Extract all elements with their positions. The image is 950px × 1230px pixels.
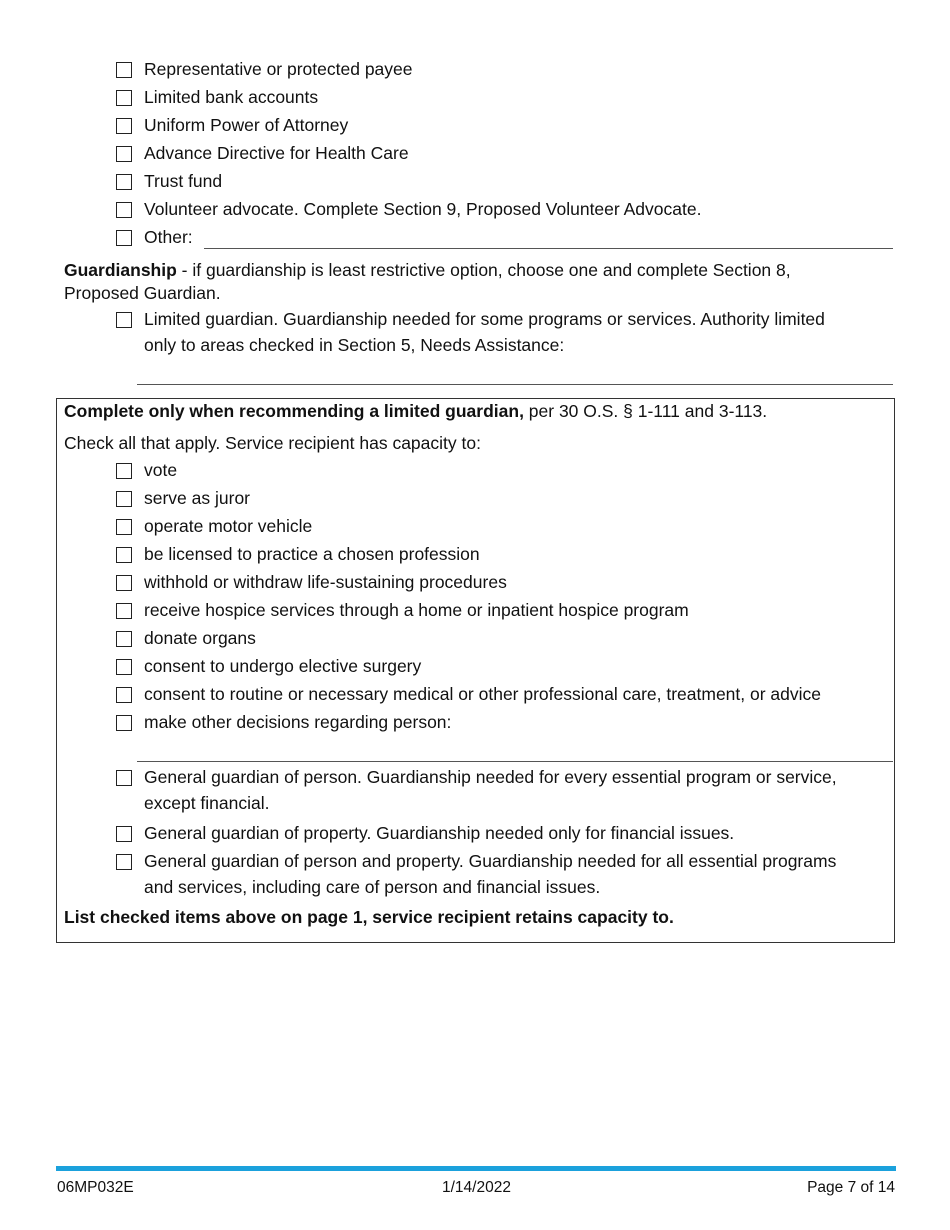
checkbox[interactable] xyxy=(116,659,132,675)
checkbox[interactable] xyxy=(116,631,132,647)
guardianship-text-cont: Proposed Guardian. xyxy=(64,283,221,303)
checkbox[interactable] xyxy=(116,491,132,507)
checkbox[interactable] xyxy=(116,146,132,162)
option-limited-bank-accounts[interactable] xyxy=(116,86,894,108)
capacity-option[interactable] xyxy=(116,711,894,733)
capacity-option[interactable] xyxy=(116,599,894,621)
capacity-label: donate organs xyxy=(144,628,256,648)
box-footer-note: List checked items above on page 1, service recipient retains capacity to. xyxy=(64,907,674,927)
capacity-label: serve as juror xyxy=(144,488,251,508)
capacity-option[interactable] xyxy=(116,543,894,565)
option-other[interactable] xyxy=(116,226,894,248)
option-power-of-attorney[interactable] xyxy=(116,114,894,136)
capacity-option[interactable] xyxy=(116,627,894,649)
option-representative-payee[interactable] xyxy=(116,58,894,80)
option-general-guardian-property[interactable] xyxy=(116,822,894,844)
option-label: Uniform Power of Attorney xyxy=(144,115,349,135)
checkbox[interactable] xyxy=(116,519,132,535)
option-label: Other: xyxy=(144,227,193,247)
checkbox[interactable] xyxy=(116,62,132,78)
checkbox[interactable] xyxy=(116,230,132,246)
checkbox[interactable] xyxy=(116,687,132,703)
capacity-label: be licensed to practice a chosen profession xyxy=(144,544,480,564)
footer-form-id: 06MP032E xyxy=(57,1179,134,1196)
capacity-option[interactable] xyxy=(116,487,894,509)
checkbox[interactable] xyxy=(116,90,132,106)
option-label: Volunteer advocate. Complete Section 9, Proposed Volunteer Advocate. xyxy=(144,199,702,219)
option-limited-guardian[interactable] xyxy=(116,308,894,355)
capacity-option[interactable] xyxy=(116,655,894,677)
checkbox[interactable] xyxy=(116,770,132,786)
checkbox[interactable] xyxy=(116,463,132,479)
capacity-label: operate motor vehicle xyxy=(144,516,313,536)
capacity-label: receive hospice services through a home or inpatient hospice program xyxy=(144,600,689,620)
option-label: Limited bank accounts xyxy=(144,87,319,107)
box-heading-rest: per 30 O.S. § 1-111 and 3-113. xyxy=(523,401,768,421)
checkbox[interactable] xyxy=(116,312,132,328)
footer-rule xyxy=(56,1166,896,1171)
box-heading-bold: Complete only when recommending a limited guardian, xyxy=(64,401,524,421)
option-label: General guardian of property. Guardianship needed only for financial issues. xyxy=(144,823,735,843)
option-label-cont: and services, including care of person and financial issues. xyxy=(144,877,601,897)
checkbox[interactable] xyxy=(116,826,132,842)
capacity-label: vote xyxy=(144,460,178,480)
guardianship-heading xyxy=(64,259,791,281)
other-decisions-input-line[interactable] xyxy=(137,761,893,762)
checkbox[interactable] xyxy=(116,118,132,134)
checkbox[interactable] xyxy=(116,547,132,563)
option-label: General guardian of person and property. Guardianship needed for all essential programs xyxy=(144,851,837,871)
option-label: Representative or protected payee xyxy=(144,59,413,79)
option-label: General guardian of person. Guardianship needed for every essential program or service, xyxy=(144,767,837,787)
footer-date: 1/14/2022 xyxy=(442,1179,511,1196)
capacity-option[interactable] xyxy=(116,459,894,481)
option-label-cont: only to areas checked in Section 5, Needs Assistance: xyxy=(144,335,565,355)
option-advance-directive[interactable] xyxy=(116,142,894,164)
capacity-label: withhold or withdraw life-sustaining procedures xyxy=(144,572,507,592)
footer-page-number: Page 7 of 14 xyxy=(807,1179,895,1196)
option-trust-fund[interactable] xyxy=(116,170,894,192)
guardianship-title: Guardianship xyxy=(64,260,177,280)
checkbox[interactable] xyxy=(116,854,132,870)
guardianship-text: - if guardianship is least restrictive option, choose one and complete Section 8, xyxy=(176,260,791,280)
checkbox[interactable] xyxy=(116,603,132,619)
checkbox[interactable] xyxy=(116,575,132,591)
capacity-option[interactable] xyxy=(116,571,894,593)
option-label-cont: except financial. xyxy=(144,793,270,813)
checkbox[interactable] xyxy=(116,174,132,190)
capacity-label: consent to undergo elective surgery xyxy=(144,656,422,676)
option-label: Limited guardian. Guardianship needed for some programs or services. Authority limited xyxy=(144,309,825,329)
box-heading xyxy=(64,400,767,422)
capacity-label: consent to routine or necessary medical or other professional care, treatment, or advice xyxy=(144,684,822,704)
option-label: Trust fund xyxy=(144,171,223,191)
checkbox[interactable] xyxy=(116,202,132,218)
checkbox[interactable] xyxy=(116,715,132,731)
option-volunteer-advocate[interactable] xyxy=(116,198,894,220)
option-general-guardian-both[interactable] xyxy=(116,850,894,897)
capacity-option[interactable] xyxy=(116,683,894,705)
box-instruction: Check all that apply. Service recipient has capacity to: xyxy=(64,433,481,453)
other-input-line[interactable] xyxy=(204,248,893,249)
option-label: Advance Directive for Health Care xyxy=(144,143,409,163)
capacity-label: make other decisions regarding person: xyxy=(144,712,452,732)
capacity-option[interactable] xyxy=(116,515,894,537)
limited-guardian-input-line[interactable] xyxy=(137,384,893,385)
option-general-guardian-person[interactable] xyxy=(116,766,894,813)
